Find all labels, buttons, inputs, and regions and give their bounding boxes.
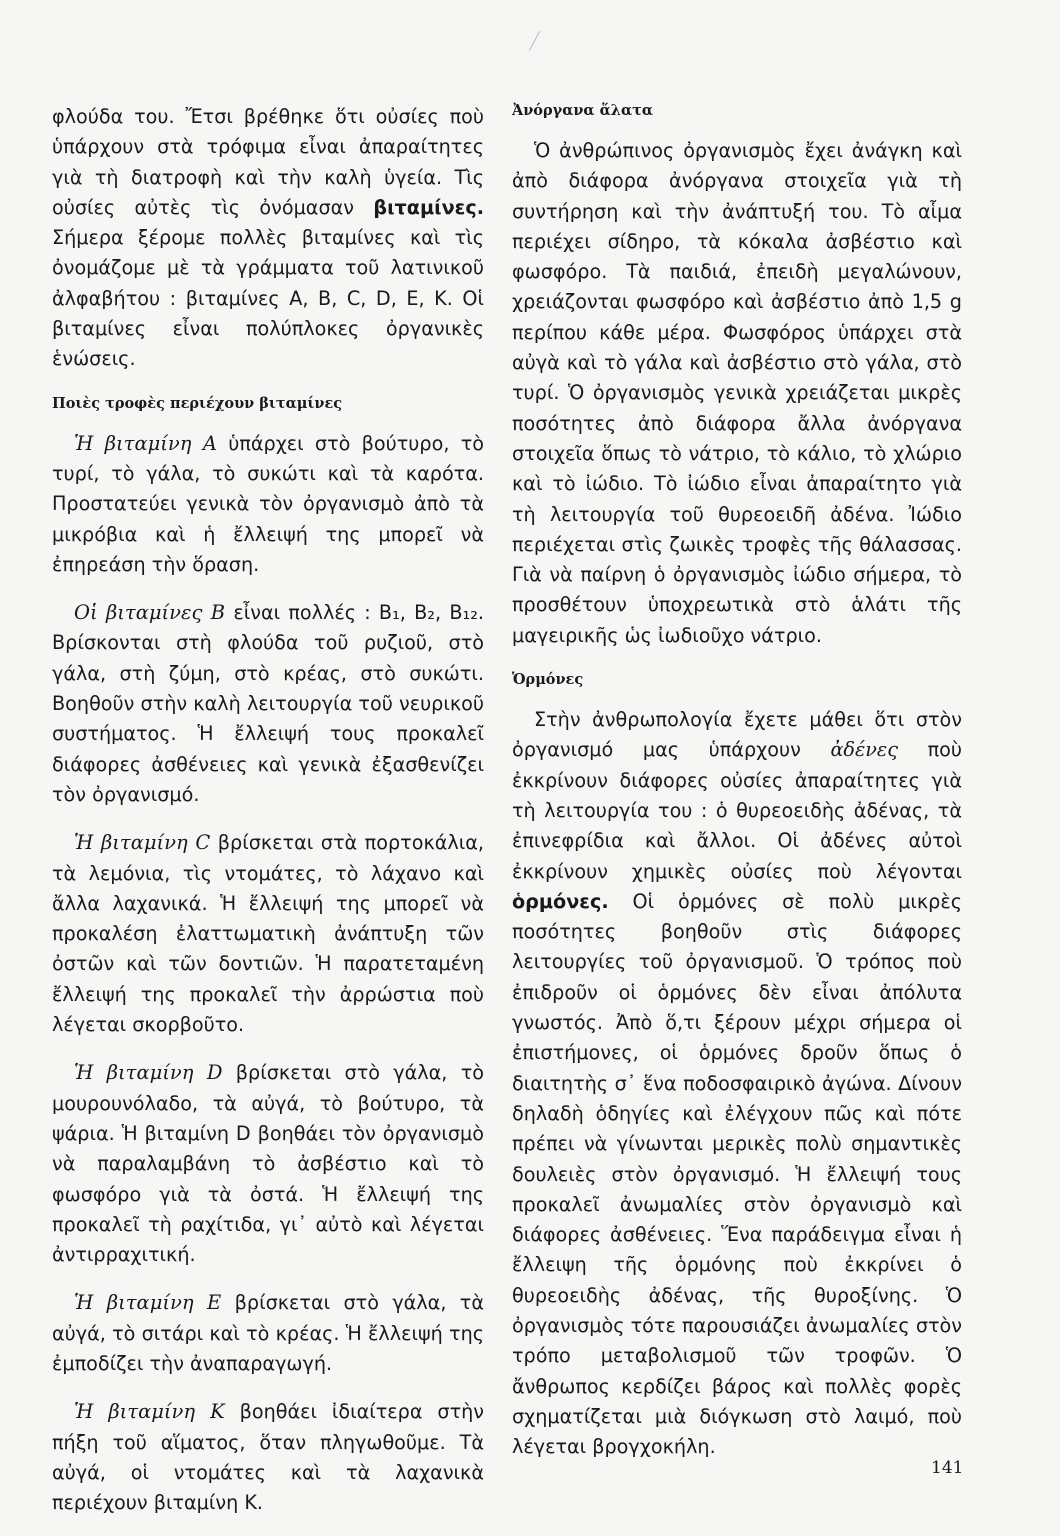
vitamin-e-lead: Ἡ βιταμίνη E xyxy=(74,1291,222,1315)
vitamin-a-paragraph xyxy=(52,429,484,580)
vitamin-a-text: ὑπάρχει στὸ βούτυρο, τὸ τυρί, τὸ γάλα, τὸ συκώτι καὶ τὰ καρότα. Προστατεύει γενικὰ τὸν ὀργανισμὸ ἀπὸ τὰ μικρόβια καὶ ἡ ἔλλειψή της μπορεῖ νὰ ἐπηρεάση τὴν ὅραση. xyxy=(52,431,485,576)
vitamin-d-text: βρίσκεται στὸ γάλα, τὸ μουρουνόλαδο, τὰ αὐγά, τὸ βούτυρο, τὰ ψάρια. Ἡ βιταμίνη D βοηθάει τὸν ὀργανισμὸ νὰ παραλαμβάνη τὸ ἀσβέστιο καὶ τὸ φωσφόρο γιὰ τὰ ὀστά. Ἡ ἔλλειψή της προκαλεῖ τὴ ραχίτιδα, γι᾿ αὐτὸ καὶ λέγεται ἀντιρραχιτική. xyxy=(52,1061,484,1267)
vitamin-d-paragraph xyxy=(52,1058,484,1270)
vitamin-b-lead: Οἱ βιταμίνες B xyxy=(74,601,226,625)
intro-text: φλούδα του. Ἔτσι βρέθηκε ὅτι οὐσίες ποὺ ὑπάρχουν στὰ τρόφιμα εἶναι ἀπαραίτητες γιὰ τὴ διατροφὴ καὶ τὴν καλὴ ὑγεία. Τὶς οὐσίες αὐτὲς τὶς ὀνόμασαν xyxy=(52,105,484,219)
term-hormones: ὁρμόνες. xyxy=(512,889,609,913)
vitamin-k-lead: Ἡ βιταμίνη K xyxy=(74,1400,225,1424)
right-column xyxy=(512,96,962,1480)
term-vitamins: βιταμίνες. xyxy=(373,195,484,219)
scan-mark xyxy=(529,31,540,51)
section-heading-inorganic-salts: Ἀνόργανα ἅλατα xyxy=(512,102,654,119)
intro-text-cont: Σήμερα ξέρομε πολλὲς βιταμίνες καὶ τὶς ὀνομάζομε μὲ τὰ γράμματα τοῦ λατινικοῦ ἀλφαβήτου : βιταμίνες A, B, C, D, E, K. Οἱ βιταμίνες εἶναι πολύπλοκες ὀργανικὲς ἑνώσεις. xyxy=(52,226,484,371)
page-number: 141 xyxy=(931,1458,964,1478)
section-heading-vitamin-foods: Ποιὲς τροφὲς περιέχουν βιταμίνες xyxy=(52,394,343,412)
vitamin-e-text: βρίσκεται στὸ γάλα, τὰ αὐγά, τὸ σιτάρι καὶ τὸ κρέας. Ἡ ἔλλειψή της ἐμποδίζει τὴν ἀναπαραγωγή. xyxy=(52,1291,484,1375)
hormones-paragraph xyxy=(512,705,962,1462)
section-heading-hormones: Ὁρμόνες xyxy=(512,671,584,689)
inorganic-salts-paragraph: Ὁ ἀνθρώπινος ὀργανισμὸς ἔχει ἀνάγκη καὶ ἀπὸ διάφορα ἀνόργανα στοιχεῖα γιὰ τὴ συντήρηση καὶ τὴν ἀνάπτυξή του. Τὸ αἷμα περιέχει σίδηρο, τὰ κόκαλα ἀσβέστιο καὶ φωσφόρο. Τὰ παιδιά, ἐπειδὴ μεγαλώνουν, χρειάζονται φωσφόρο καὶ ἀσβέστιο ἀπὸ 1,5 g περίπου κάθε μέρα. Φωσφόρος ὑπάρχει στὰ αὐγὰ καὶ τὸ γάλα καὶ ἀσβέστιο στὸ γάλα, στὸ τυρί. Ὁ ὀργανισμὸς γενικὰ χρειάζεται μικρὲς ποσότητες ἀπὸ διάφορα ἄλλα ἀνόργανα στοιχεῖα ὅπως τὸ νάτριο, τὸ κάλιο, τὸ χλώριο καὶ τὸ ἰώδιο. Τὸ ἰώδιο εἶναι ἀπαραίτητο γιὰ τὴ λειτουργία τοῦ θυρεοειδῆ ἀδένα. Ἰώδιο περιέχεται στὶς ζωικὲς τροφὲς τῆς θάλασσας. Γιὰ νὰ παίρνη ὁ ὀργανισμὸς ἰώδιο σήμερα, τὸ προσθέτουν ὑποχρεωτικὰ στὸ ἁλάτι τῆς μαγειρικῆς ὡς ἰωδιοῦχο νάτριο. xyxy=(512,139,962,647)
vitamin-c-lead: Ἡ βιταμίνη C xyxy=(74,831,211,855)
vitamin-e-paragraph xyxy=(52,1288,484,1379)
vitamin-k-paragraph xyxy=(52,1397,484,1518)
hormones-text-cont: Οἱ ὁρμόνες σὲ πολὺ μικρὲς ποσότητες βοηθοῦν στὶς διάφορες λειτουργίες τοῦ ὀργανισμοῦ. Ὁ τρόπος ποὺ ἐπιδροῦν οἱ ὁρμόνες δὲν εἶναι ἀπόλυτα γνωστός. Ἀπὸ ὅ,τι ξέρουν μέχρι σήμερα οἱ ἐπιστήμονες, οἱ ὁρμόνες δροῦν ὅπως ὁ διαιτητὴς σ᾿ ἕνα ποδοσφαιρικὸ ἀγώνα. Δίνουν δηλαδὴ ὁδηγίες καὶ ἐλέγχουν πῶς καὶ πότε πρέπει νὰ γίνωνται μερικὲς πολὺ σημαντικὲς δουλειὲς στὸν ὀργανισμό. Ἡ ἔλλειψή τους προκαλεῖ ἀνωμαλίες στὸν ὀργανισμὸ καὶ διάφορες ἀσθένειες. Ἕνα παράδειγμα εἶναι ἡ ἔλλειψη τῆς ὁρμόνης ποὺ ἐκκρίνει ὁ θυρεοειδὴς ἀδένας, τῆς θυροξίνης. Ὁ ὀργανισμὸς τότε παρουσιάζει ἀνωμαλίες στὸν τρόπο μεταβολισμοῦ τῶν τροφῶν. Ὁ ἄνθρωπος κερδίζει βάρος καὶ πολλὲς φορὲς σχηματίζεται μιὰ διόγκωση στὸ λαιμό, ποὺ λέγεται βρογχοκήλη. xyxy=(512,889,962,1459)
vitamin-a-lead: Ἡ βιταμίνη A xyxy=(74,431,217,455)
vitamin-d-lead: Ἡ βιταμίνη D xyxy=(74,1061,223,1085)
term-glands: ἀδένες xyxy=(830,738,898,762)
vitamin-b-text: εἶναι πολλές : B₁, B₂, B₁₂. Βρίσκονται στὴ φλούδα τοῦ ρυζιοῦ, στὸ γάλα, στὴ ζύμη, στὸ κρέας, στὸ συκώτι. Βοηθοῦν στὴν καλὴ λειτουργία τοῦ νευρικοῦ συστήματος. Ἡ ἔλλειψή τους προκαλεῖ διάφορες ἀσθένειες καὶ γενικὰ ἐξασθενίζει τὸν ὀργανισμό. xyxy=(52,601,484,806)
hormones-text: Στὴν ἀνθρωπολογία ἔχετε μάθει ὅτι στὸν ὀργανισμό μας ὑπάρχουν xyxy=(512,708,962,762)
vitamin-b-paragraph xyxy=(52,598,484,810)
intro-paragraph xyxy=(52,102,484,375)
vitamin-c-paragraph xyxy=(52,828,484,1040)
hormones-text-mid: ποὺ ἐκκρίνουν διάφορες οὐσίες ἀπαραίτητες γιὰ τὴ λειτουργία του : ὁ θυρεοειδὴς ἀδένας, τὰ ἐπινεφρίδια καὶ ἄλλοι. Οἱ ἀδένες αὐτοὶ ἐκκρίνουν χημικὲς οὐσίες ποὺ λέγονται xyxy=(512,738,962,883)
vitamin-c-text: βρίσκεται στὰ πορτοκάλια, τὰ λεμόνια, τὶς ντομάτες, τὸ λάχανο καὶ ἄλλα λαχανικά. Ἡ ἔλλειψή της μπορεῖ νὰ προκαλέση ἐλαττωματικὴ ἀνάπτυξη τῶν ὀστῶν καὶ τῶν δοντιῶν. Ἡ παρατεταμένη ἔλλειψή της προκαλεῖ τὴν ἀρρώστια ποὺ λέγεται σκορβοῦτο. xyxy=(52,831,484,1037)
left-column xyxy=(52,96,484,1536)
vitamin-k-text: βοηθάει ἰδιαίτερα στὴν πήξη τοῦ αἵματος, ὅταν πληγωθοῦμε. Τὰ αὐγά, οἱ ντομάτες καὶ τὰ λαχανικὰ περιέχουν βιταμίνη K. xyxy=(52,1400,485,1515)
